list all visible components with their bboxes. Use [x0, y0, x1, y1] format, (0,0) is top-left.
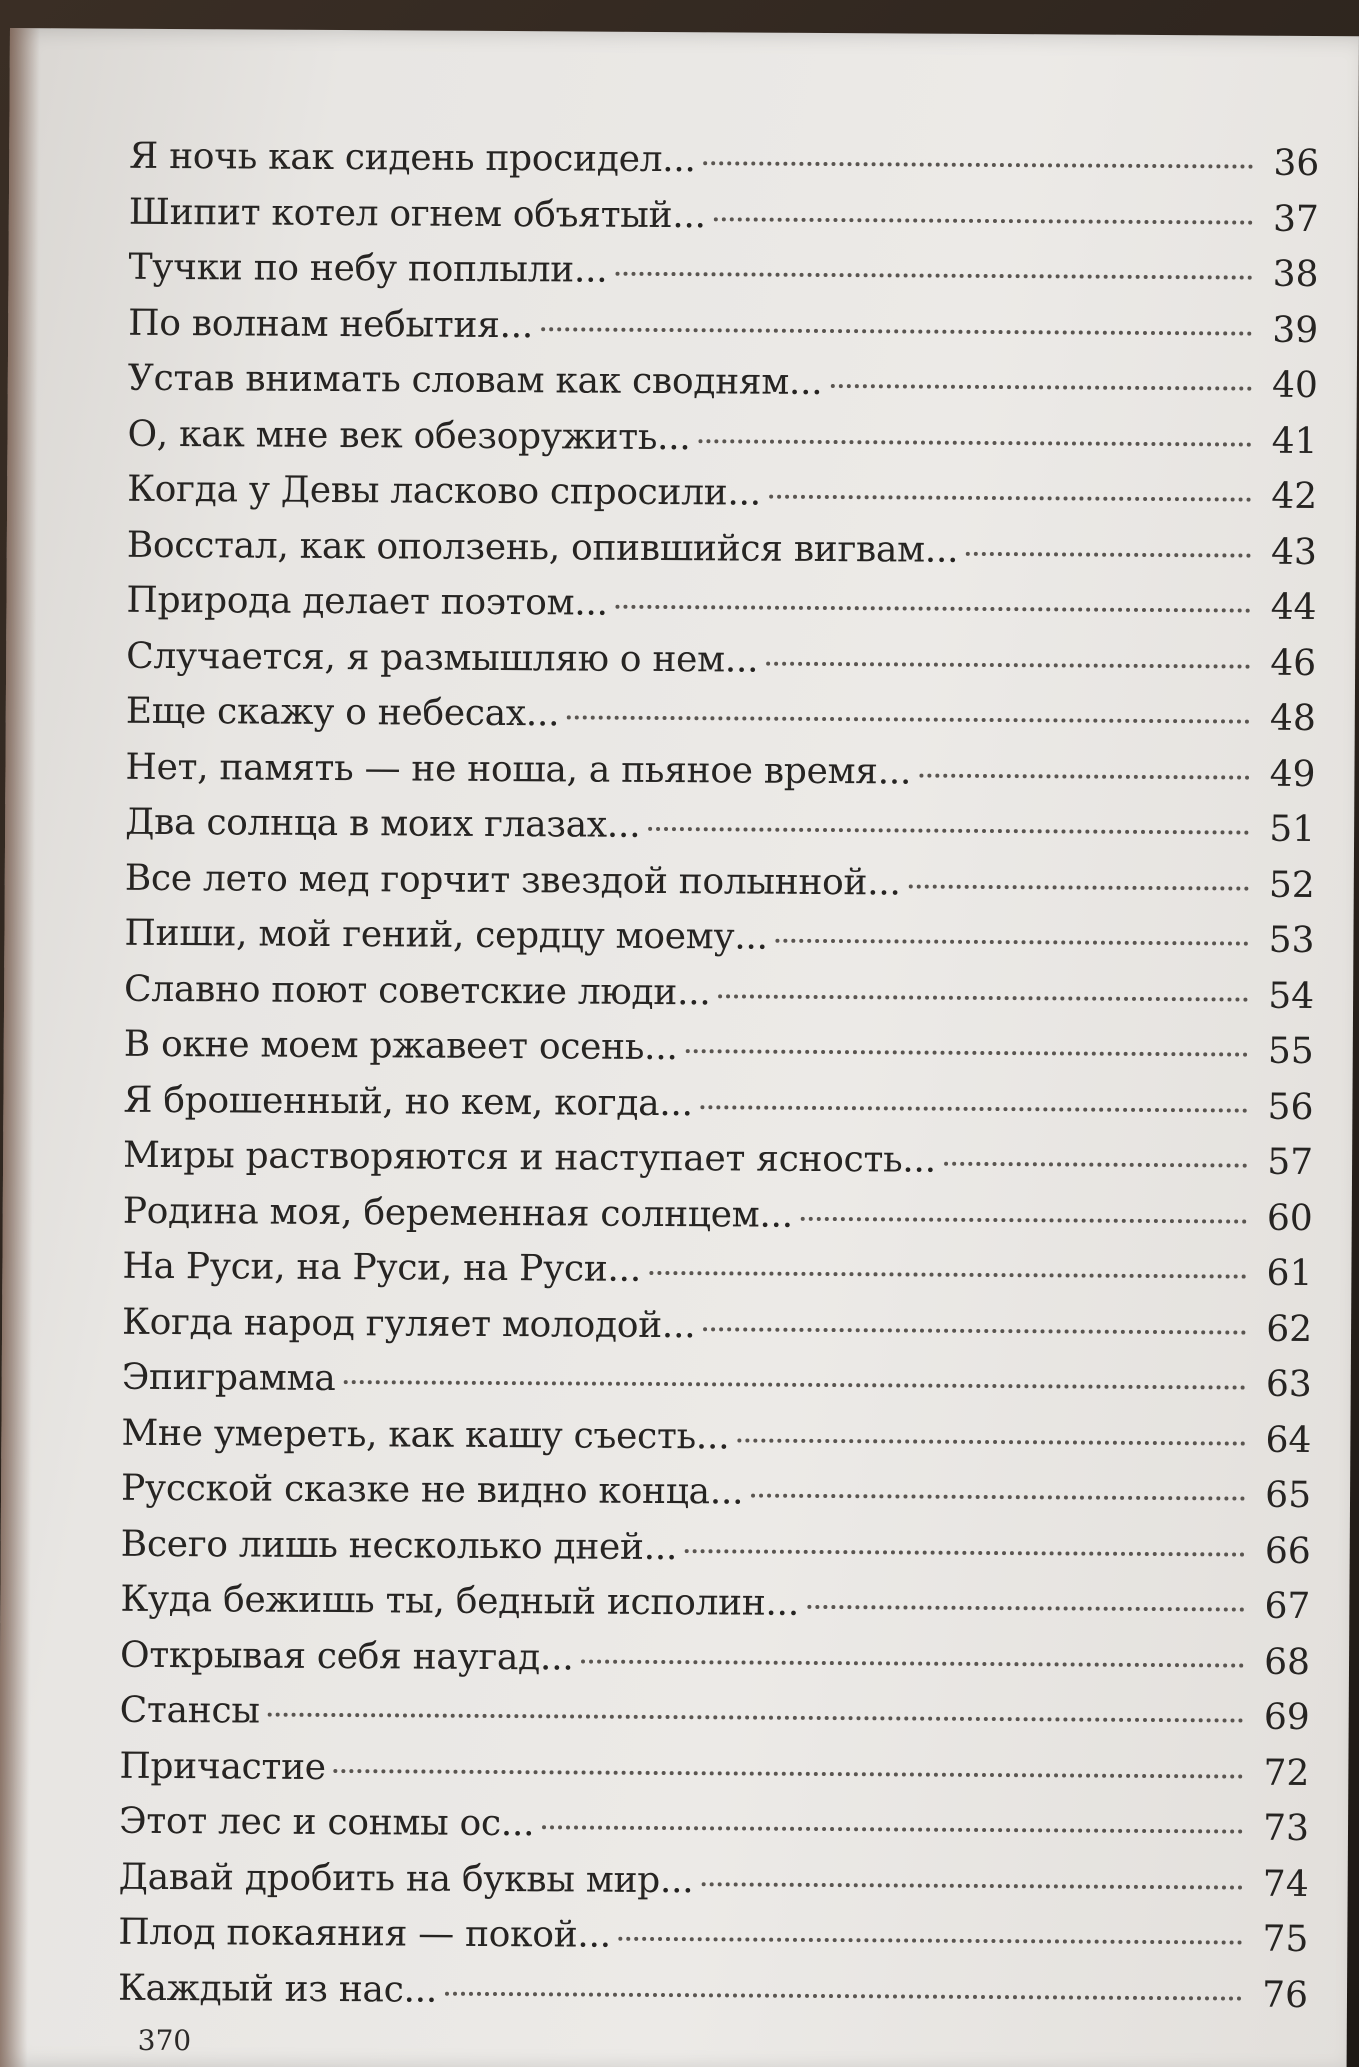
toc-entry: [126, 628, 1316, 691]
toc-entry: [118, 1960, 1308, 2023]
dot-leader: [701, 1105, 1248, 1112]
dot-leader: [268, 1713, 1244, 1723]
toc-entry-title: Восстал, как оползень, опившийся вигвам...: [126, 524, 959, 571]
toc-entry-title: Когда у Девы ласково спросили...: [127, 468, 762, 514]
toc-entry-page: 41: [1271, 420, 1318, 462]
dot-leader: [966, 551, 1251, 557]
toc-entry-title: Всего лишь несколько дней...: [120, 1523, 678, 1568]
dot-leader: [648, 827, 1249, 835]
dot-leader: [615, 272, 1252, 280]
dot-leader: [541, 327, 1252, 335]
toc-entry-page: 40: [1271, 364, 1318, 406]
table-of-contents: [118, 129, 1320, 2023]
dot-leader: [769, 495, 1251, 502]
dot-leader: [542, 1825, 1243, 1833]
toc-entry-title: Открывая себя наугад...: [119, 1634, 574, 1678]
toc-entry-page: 64: [1265, 1419, 1312, 1461]
toc-entry: [126, 684, 1316, 747]
toc-entry: [119, 1849, 1309, 1912]
toc-entry-page: 69: [1263, 1696, 1310, 1738]
toc-entry-title: Все лето мед горчит звездой полынной...: [124, 857, 901, 903]
toc-entry-page: 52: [1268, 864, 1315, 906]
dot-leader: [776, 939, 1249, 946]
toc-entry-title: Нет, память — не ноша, а пьяное время...: [125, 746, 912, 793]
dot-leader: [830, 384, 1251, 391]
dot-leader: [685, 1549, 1245, 1556]
toc-entry: [127, 406, 1317, 469]
dot-leader: [686, 1049, 1248, 1056]
toc-entry-page: 37: [1272, 198, 1319, 240]
toc-entry-page: 61: [1266, 1252, 1313, 1294]
toc-entry: [127, 517, 1317, 580]
dot-leader: [567, 715, 1250, 723]
toc-entry-page: 72: [1263, 1752, 1310, 1794]
toc-entry-title: Шипит котел огнем объятый...: [128, 191, 706, 236]
toc-entry: [125, 739, 1315, 802]
toc-entry-page: 76: [1262, 1974, 1309, 2016]
toc-entry-title: Природа делает поэтом...: [126, 579, 608, 624]
toc-entry-page: 63: [1265, 1363, 1312, 1405]
toc-entry: [124, 1017, 1314, 1080]
toc-entry: [126, 573, 1316, 636]
toc-entry: [120, 1683, 1310, 1746]
toc-entry: [120, 1627, 1310, 1690]
toc-entry-title: Родина моя, беременная солнцем...: [122, 1190, 793, 1236]
dot-leader: [649, 1271, 1247, 1279]
toc-entry-title: Когда народ гуляет молодой...: [121, 1301, 696, 1346]
book-page: [0, 28, 1359, 2067]
dot-leader: [704, 161, 1254, 168]
toc-entry-title: Устав внимать словам как сводням...: [127, 357, 823, 403]
toc-entry-page: 55: [1267, 1030, 1314, 1072]
dot-leader: [698, 439, 1251, 446]
toc-entry-page: 44: [1270, 586, 1317, 628]
toc-entry: [121, 1405, 1311, 1468]
toc-entry-title: Этот лес и сонмы ос...: [118, 1800, 535, 1845]
toc-entry-title: Я брошенный, но кем, когда...: [123, 1079, 693, 1124]
toc-entry-page: 62: [1266, 1308, 1313, 1350]
toc-entry-title: Куда бежишь ты, бедный исполин...: [120, 1578, 800, 1624]
dot-leader: [801, 1216, 1247, 1223]
toc-entry-page: 75: [1262, 1918, 1309, 1960]
toc-entry-title: Два солнца в моих глазах...: [125, 801, 641, 846]
toc-entry-page: 54: [1268, 975, 1315, 1017]
toc-entry: [119, 1738, 1309, 1801]
toc-entry-page: 38: [1272, 253, 1319, 295]
toc-entry-title: Причастие: [119, 1745, 326, 1788]
toc-entry-page: 73: [1263, 1807, 1310, 1849]
dot-leader: [714, 217, 1253, 224]
toc-entry-page: 66: [1264, 1530, 1311, 1572]
toc-entry-page: 39: [1272, 309, 1319, 351]
toc-entry-title: По волнам небытия...: [128, 302, 534, 346]
toc-entry: [125, 795, 1315, 858]
toc-entry: [122, 1294, 1312, 1357]
toc-entry: [124, 961, 1314, 1024]
toc-entry-title: Случается, я размышляю о нем...: [126, 635, 759, 681]
toc-entry: [122, 1350, 1312, 1413]
toc-entry-page: 74: [1262, 1863, 1309, 1905]
toc-entry-title: На Руси, на Руси, на Руси...: [122, 1245, 642, 1290]
dot-leader: [807, 1605, 1245, 1612]
toc-entry: [123, 1128, 1313, 1191]
toc-entry-page: 65: [1265, 1474, 1312, 1516]
toc-entry-page: 67: [1264, 1585, 1311, 1627]
toc-entry: [129, 184, 1319, 247]
toc-entry: [121, 1461, 1311, 1524]
dot-leader: [616, 605, 1251, 613]
toc-entry-page: 48: [1269, 697, 1316, 739]
dot-leader: [919, 773, 1249, 779]
toc-entry-title: Плод покаяния — покой...: [118, 1911, 611, 1956]
toc-entry-title: Давай дробить на буквы мир...: [118, 1856, 694, 1901]
toc-entry-title: Мне умереть, как кашу съесть...: [121, 1412, 730, 1457]
toc-entry-page: 68: [1264, 1641, 1311, 1683]
toc-entry-page: 36: [1273, 142, 1320, 184]
toc-entry: [129, 129, 1319, 192]
dot-leader: [581, 1659, 1244, 1667]
dot-leader: [703, 1327, 1246, 1334]
toc-entry-title: Русской сказке не видно конца...: [120, 1467, 744, 1513]
toc-entry: [120, 1572, 1310, 1635]
toc-entry-title: Каждый из нас...: [117, 1967, 438, 2011]
toc-entry: [123, 1072, 1313, 1135]
toc-entry-page: 51: [1269, 808, 1316, 850]
dot-leader: [909, 884, 1249, 890]
toc-entry-title: Я ночь как сидень просидел...: [129, 135, 696, 181]
dot-leader: [701, 1882, 1242, 1889]
dot-leader: [718, 994, 1248, 1001]
toc-entry: [124, 906, 1314, 969]
page-number: 370: [137, 2023, 192, 2058]
toc-entry-title: О, как мне век обезоружить...: [127, 413, 691, 458]
toc-entry-title: Миры растворяются и наступает ясность...: [122, 1134, 936, 1181]
toc-entry-title: Славно поют советские люди...: [124, 968, 711, 1013]
toc-entry: [122, 1239, 1312, 1302]
toc-entry-page: 60: [1266, 1197, 1313, 1239]
dot-leader: [751, 1494, 1245, 1501]
toc-entry: [128, 295, 1318, 358]
dot-leader: [619, 1937, 1243, 1945]
toc-entry-page: 57: [1267, 1141, 1314, 1183]
toc-entry-title: Еще скажу о небесах...: [125, 690, 560, 735]
dot-leader: [334, 1769, 1244, 1779]
toc-entry: [121, 1516, 1311, 1579]
toc-entry-title: Тучки по небу поплыли...: [128, 246, 608, 291]
toc-entry-page: 43: [1270, 531, 1317, 573]
toc-entry: [125, 850, 1315, 913]
toc-entry-title: Стансы: [119, 1689, 260, 1732]
toc-entry-page: 53: [1268, 919, 1315, 961]
toc-entry: [123, 1183, 1313, 1246]
toc-entry-title: Эпиграмма: [121, 1356, 336, 1400]
toc-entry-page: 42: [1271, 475, 1318, 517]
toc-entry-page: 56: [1267, 1086, 1314, 1128]
toc-entry: [118, 1905, 1308, 1968]
dot-leader: [343, 1380, 1245, 1390]
toc-entry: [119, 1794, 1309, 1857]
toc-entry-title: В окне моем ржавеет осень...: [123, 1023, 678, 1069]
toc-entry-title: Пиши, мой гений, сердцу моему...: [124, 912, 768, 958]
dot-leader: [944, 1162, 1247, 1168]
toc-entry: [128, 351, 1318, 414]
dot-leader: [445, 1991, 1242, 2000]
dot-leader: [737, 1438, 1245, 1445]
toc-entry-page: 49: [1269, 753, 1316, 795]
toc-entry-page: 46: [1270, 642, 1317, 684]
toc-entry: [127, 462, 1317, 525]
toc-entry: [128, 240, 1318, 303]
dot-leader: [766, 661, 1250, 668]
